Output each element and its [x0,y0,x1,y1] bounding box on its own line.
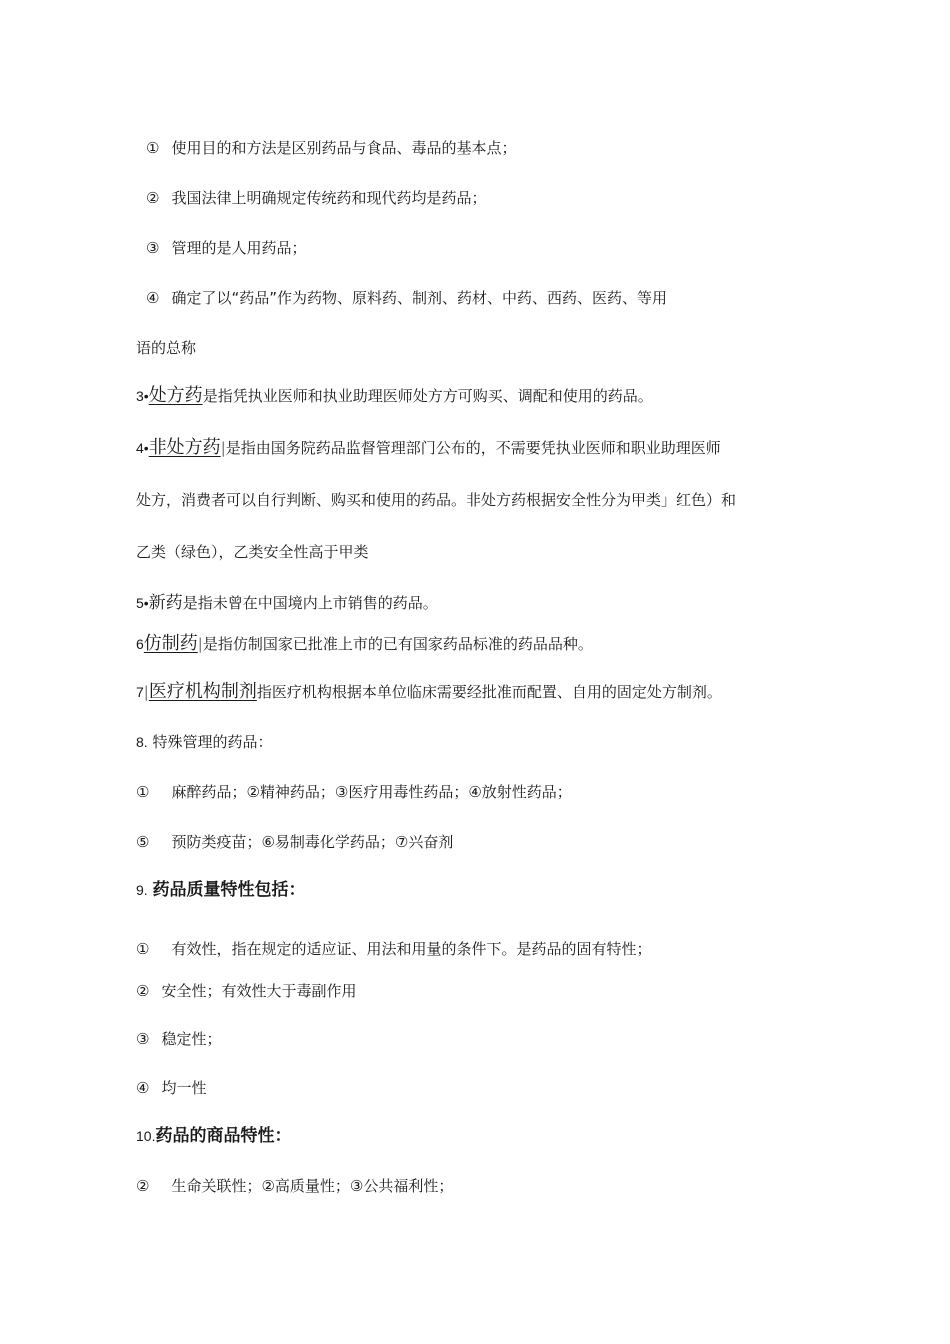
definition-continuation: 乙类（绿色），乙类安全性高于甲类 [136,543,369,561]
list-item [136,1176,453,1196]
list-item-text: 均一性 [161,1079,207,1097]
term: 处方药 [148,385,203,406]
section-title: 药品的商品特性： [155,1126,292,1146]
list-item [136,832,453,852]
list-marker: ② [146,189,160,207]
definition-prescription-drug [136,386,653,406]
item-number: 7 [136,684,144,700]
term: 新药 [148,593,183,613]
item-number: 3• [136,388,149,404]
definition-text: 是指未曾在中国境内上市销售的药品。 [182,594,438,612]
term: 仿制药 [143,633,198,654]
item-number: 5• [136,595,149,611]
definition-otc-drug [136,438,721,458]
list-item [136,981,356,1001]
definition-text: 是指由国务院药品监督管理部门公布的，不需要凭执业医师和职业助理医师 [225,439,721,457]
list-item-text: 使用目的和方法是区别药品与食品、毒品的基本点； [171,139,517,157]
list-item-text: 麻醉药品；②精神药品；③医疗用毒性药品；④放射性药品； [171,783,572,801]
list-item-text: 生命关联性；②高质量性；③公共福利性； [171,1177,454,1195]
definition-text: 是指凭执业医师和执业助理医师处方方可购买、调配和使用的药品。 [202,387,653,405]
term: 非处方药 [148,437,221,458]
list-item [146,188,486,208]
item-number: 4• [136,440,149,456]
list-marker: ② [136,1177,150,1195]
list-item-text: 我国法律上明确规定传统药和现代药均是药品； [171,189,487,207]
section-number: 9. [136,882,148,898]
term: 医疗机构制剂 [148,681,257,702]
list-item-text: 安全性；有效性大于毒副作用 [161,982,357,1000]
list-marker: ④ [146,289,160,307]
definition-generic-drug [136,634,593,654]
section-title: 特殊管理的药品： [152,733,273,751]
section-number: 8. [136,734,148,750]
bar-mark: | [220,439,226,457]
list-item-text: 稳定性； [161,1030,222,1048]
definition-text: 指医疗机构根据本单位临床需要经批准而配置、自用的固定处方制剂。 [256,683,722,701]
bar-mark: | [143,683,149,701]
list-item-text: 管理的是人用药品； [171,239,307,257]
definition-text: 是指仿制国家已批准上市的已有国家药品标准的药品品种。 [202,635,593,653]
list-item-continuation: 语的总称 [136,339,197,357]
section-title: 药品质量特性包括： [152,880,306,900]
list-item [136,1029,221,1049]
section-heading [136,1126,291,1146]
section-number: 10. [136,1128,156,1144]
section-heading [136,880,305,900]
list-item [146,138,516,158]
list-item-text: 确定了以“药品”作为药物、原料药、制剂、药材、中药、西药、医药、等用 [171,289,667,307]
list-item [146,288,667,308]
section-heading [136,732,272,752]
list-item [136,782,572,802]
list-marker: ① [136,940,150,958]
list-item-text: 有效性，指在规定的适应证、用法和用量的条件下。是药品的固有特性； [171,940,652,958]
definition-continuation: 处方，消费者可以自行判断、购买和使用的药品。非处方药根据安全性分为甲类」红色）和 [136,491,737,509]
list-item [136,1078,206,1098]
definition-hospital-preparation [136,682,722,702]
list-marker: ③ [136,1030,150,1048]
list-marker: ③ [146,239,160,257]
list-marker: ① [146,139,160,157]
definition-new-drug [136,593,438,613]
list-marker: ② [136,982,150,1000]
list-item [136,939,651,959]
list-item [146,238,306,258]
list-item-text: 预防类疫苗；⑥易制毒化学药品；⑦兴奋剂 [171,833,454,851]
bar-mark: | [197,635,203,653]
list-marker: ④ [136,1079,150,1097]
item-number: 6 [136,636,144,652]
list-marker: ① [136,783,150,801]
list-marker: ⑤ [136,833,150,851]
